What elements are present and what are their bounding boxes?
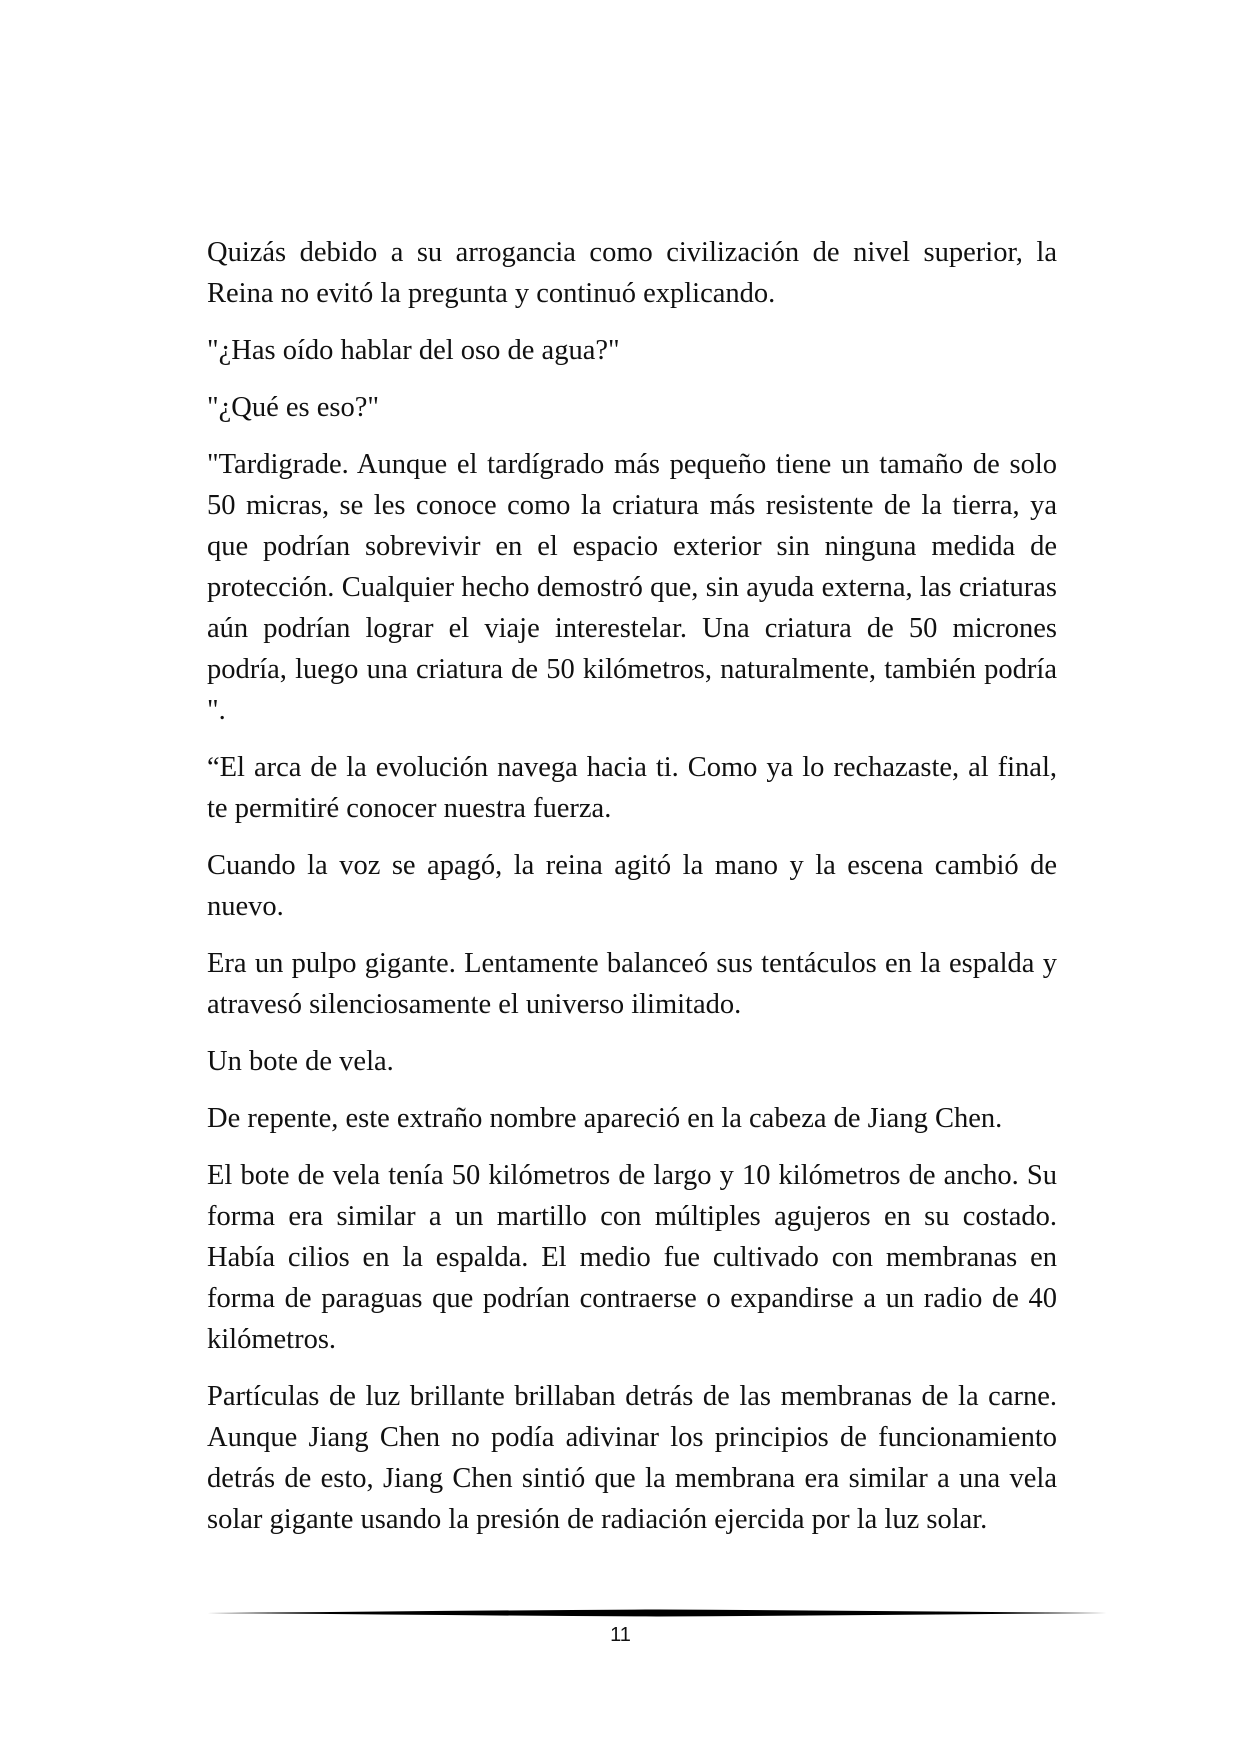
paragraph: Partículas de luz brillante brillaban detrás de las membranas de la carne. Aunque Jiang Chen no podía adivinar los principios de funcionamiento detrás de esto, Jiang Chen sintió que la membrana era similar a una vela solar gigante usando la presión de radiación ejercida por la luz solar. (207, 1381, 1057, 1535)
paragraph: "Tardigrade. Aunque el tardígrado más pequeño tiene un tamaño de solo 50 micras, se les conoce como la criatura más resistente de la tierra, ya que podrían sobrevivir en el espacio exterior sin ninguna medida de protección. Cualquier hecho demostró que, sin ayuda externa, las criaturas aún podrían lograr el viaje interestelar. Una criatura de 50 micrones podría, luego una criatura de 50 kilómetros, naturalmente, también podría ". (207, 449, 1057, 726)
paragraph: Un bote de vela. (207, 1046, 394, 1077)
paragraph: El bote de vela tenía 50 kilómetros de largo y 10 kilómetros de ancho. Su forma era similar a un martillo con múltiples agujeros en su costado. Había cilios en la espalda. El medio fue cultivado con membranas en forma de paraguas que podrían contraerse o expandirse a un radio de 40 kilómetros. (207, 1160, 1057, 1355)
paragraph: Quizás debido a su arrogancia como civilización de nivel superior, la Reina no evitó la pregunta y continuó explicando. (207, 237, 1057, 309)
footer-divider (207, 1608, 1107, 1618)
paragraph: Era un pulpo gigante. Lentamente balanceó sus tentáculos en la espalda y atravesó silenciosamente el universo ilimitado. (207, 948, 1057, 1020)
paragraph: “El arca de la evolución navega hacia ti. Como ya lo rechazaste, al final, te permitiré conocer nuestra fuerza. (207, 752, 1057, 824)
paragraph: "¿Qué es eso?" (207, 392, 380, 423)
paragraph: "¿Has oído hablar del oso de agua?" (207, 335, 620, 366)
page-number: 11 (610, 1624, 631, 1646)
text-body (207, 232, 1057, 1556)
paragraph: Cuando la voz se apagó, la reina agitó la mano y la escena cambió de nuevo. (207, 850, 1057, 922)
paragraph: De repente, este extraño nombre apareció en la cabeza de Jiang Chen. (207, 1103, 1003, 1134)
